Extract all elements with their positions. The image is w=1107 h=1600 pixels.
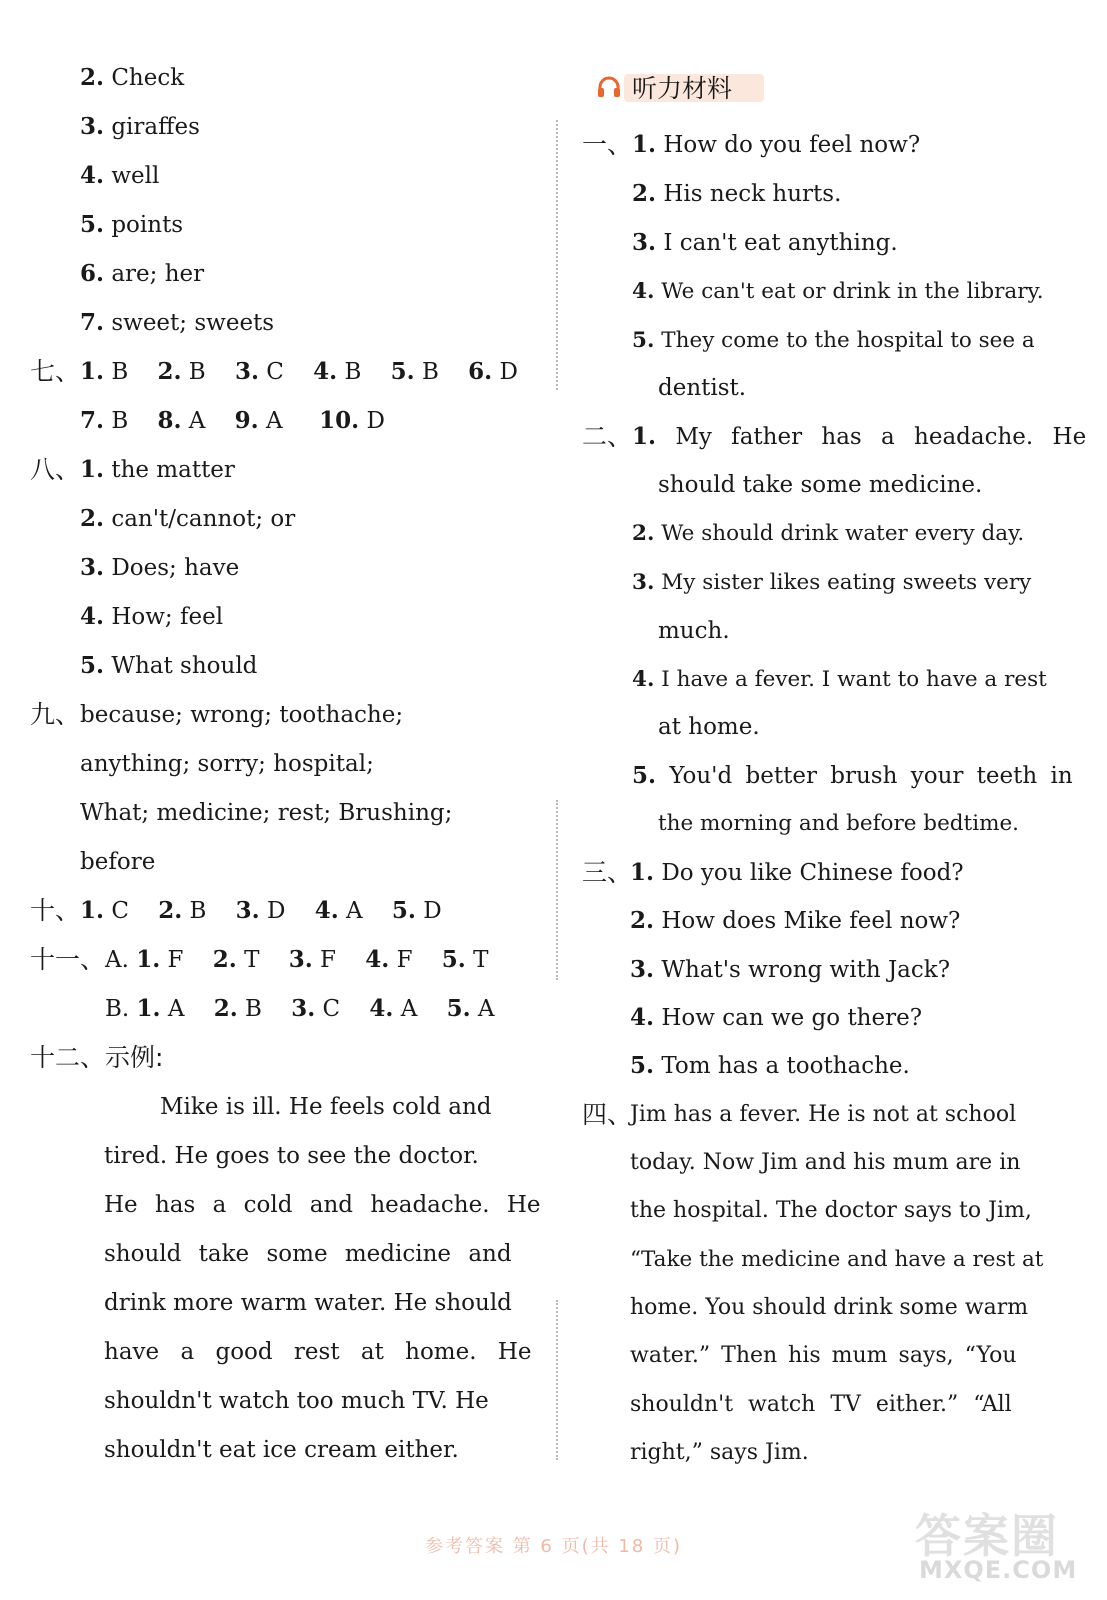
column-divider: [556, 120, 558, 390]
answer-line: A. 1. F 2. T 3. F 4. F 5. T: [105, 946, 489, 973]
passage-line: water.” Then his mum says, “You: [630, 1343, 1017, 1368]
watermark-logo: 答案圈 MXQE.COM: [915, 1509, 1078, 1584]
transcript-line: 1. Do you like Chinese food?: [630, 859, 964, 886]
answer-line: anything; sorry; hospital;: [80, 751, 374, 777]
section-label: 十二、示例:: [30, 1043, 164, 1072]
transcript-line: 2. His neck hurts.: [632, 180, 842, 207]
passage-line: “Take the medicine and have a rest at: [630, 1247, 1044, 1272]
essay-line: drink more warm water. He should: [104, 1290, 512, 1316]
transcript-line: much.: [658, 618, 730, 644]
section-label: 九、: [30, 700, 81, 729]
passage-line: the hospital. The doctor says to Jim,: [630, 1198, 1032, 1223]
answer-line: 7. B 8. A 9. A 10. D: [80, 407, 385, 434]
answer-line: 7. sweet; sweets: [80, 309, 275, 336]
section-label: 一、: [582, 130, 633, 159]
answer-line: 2. can't/cannot; or: [80, 505, 296, 532]
transcript-line: 4. I have a fever. I want to have a rest: [632, 667, 1047, 692]
transcript-line: dentist.: [658, 375, 747, 401]
column-divider: [556, 800, 558, 980]
section-label: 十、: [30, 896, 81, 925]
section-title: 听力材料: [632, 74, 733, 103]
transcript-line: at home.: [658, 714, 760, 740]
answer-line: 3. giraffes: [80, 113, 200, 140]
answer-line: 5. What should: [80, 652, 258, 679]
transcript-line: 3. I can't eat anything.: [632, 229, 898, 256]
answer-line: 4. well: [80, 162, 160, 189]
page-footer: 参考答案 第 6 页(共 18 页): [424, 1536, 682, 1557]
essay-line: have a good rest at home. He: [104, 1339, 532, 1365]
transcript-line: 3. My sister likes eating sweets very: [632, 570, 1032, 595]
transcript-line: 5. They come to the hospital to see a: [632, 328, 1035, 353]
section-label: 三、: [582, 858, 633, 887]
answer-line: 3. Does; have: [80, 554, 240, 581]
column-divider: [556, 1300, 558, 1460]
transcript-line: 4. How can we go there?: [630, 1004, 923, 1031]
essay-line: He has a cold and headache. He: [104, 1192, 541, 1218]
passage-line: today. Now Jim and his mum are in: [630, 1150, 1021, 1175]
essay-line: shouldn't eat ice cream either.: [104, 1437, 459, 1463]
answer-line: 2. Check: [80, 64, 185, 91]
transcript-line: 5. Tom has a toothache.: [630, 1052, 910, 1079]
answer-line: 6. are; her: [80, 260, 205, 287]
passage-line: shouldn't watch TV either.” “All: [630, 1392, 1012, 1417]
transcript-line: 2. We should drink water every day.: [632, 521, 1025, 546]
section-label: 二、: [582, 422, 633, 451]
passage-line: right,” says Jim.: [630, 1440, 809, 1465]
answer-line: 1. the matter: [80, 456, 235, 483]
section-label: 四、: [582, 1100, 633, 1129]
headphones-icon: [596, 74, 622, 100]
answer-line: 1. C 2. B 3. D 4. A 5. D: [80, 897, 442, 924]
transcript-line: 1. My father has a headache. He: [632, 423, 1087, 450]
essay-line: Mike is ill. He feels cold and: [160, 1094, 492, 1120]
passage-line: home. You should drink some warm: [630, 1295, 1029, 1320]
answer-line: B. 1. A 2. B 3. C 4. A 5. A: [105, 995, 495, 1022]
transcript-line: 5. You'd better brush your teeth in: [632, 762, 1073, 789]
transcript-line: 4. We can't eat or drink in the library.: [632, 279, 1044, 304]
answer-line: 1. B 2. B 3. C 4. B 5. B 6. D: [80, 358, 518, 385]
essay-line: tired. He goes to see the doctor.: [104, 1143, 479, 1169]
answer-line: 5. points: [80, 211, 184, 238]
transcript-line: the morning and before bedtime.: [658, 811, 1020, 836]
section-label: 八、: [30, 455, 81, 484]
transcript-line: 2. How does Mike feel now?: [630, 907, 961, 934]
passage-line: Jim has a fever. He is not at school: [630, 1102, 1017, 1127]
section-label: 七、: [30, 357, 81, 386]
transcript-line: should take some medicine.: [658, 472, 983, 498]
transcript-line: 1. How do you feel now?: [632, 131, 921, 158]
answer-line: 4. How; feel: [80, 603, 224, 630]
answer-line: before: [80, 849, 156, 875]
answer-line: because; wrong; toothache;: [80, 702, 404, 728]
listening-header: [596, 68, 771, 106]
answer-line: What; medicine; rest; Brushing;: [80, 800, 453, 826]
essay-line: shouldn't watch too much TV. He: [104, 1388, 489, 1414]
transcript-line: 3. What's wrong with Jack?: [630, 956, 951, 983]
section-label: 十一、: [30, 945, 106, 974]
essay-line: should take some medicine and: [104, 1241, 512, 1267]
